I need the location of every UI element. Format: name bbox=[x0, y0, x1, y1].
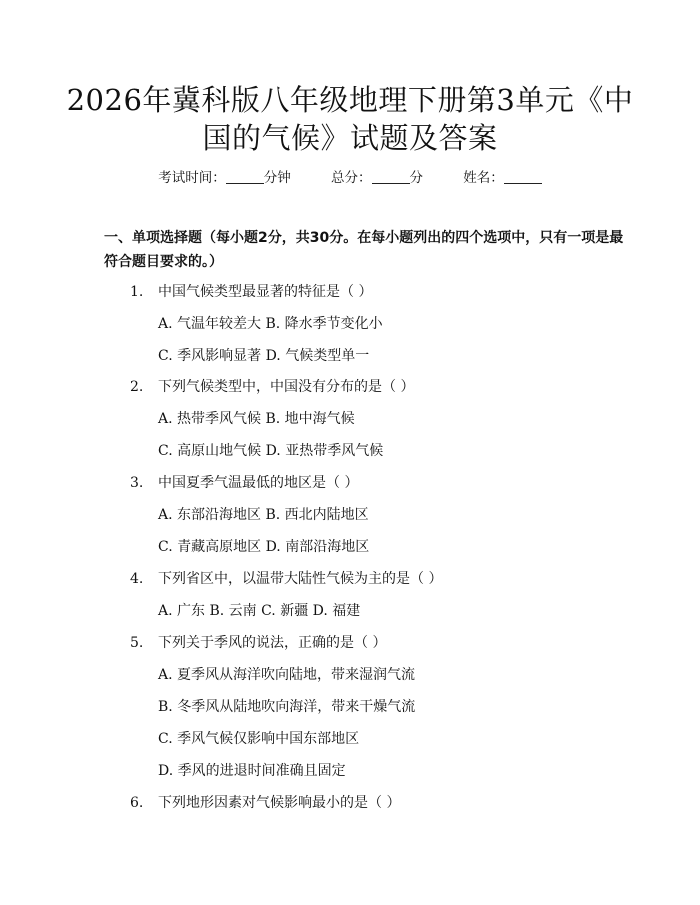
question-5-option-d: D. 季风的进退时间准确且固定 bbox=[158, 763, 346, 779]
time-unit: 分钟 bbox=[263, 170, 291, 186]
question-5 bbox=[130, 633, 386, 653]
question-1-options-cd: C. 季风影响显著 D. 气候类型单一 bbox=[158, 348, 370, 364]
question-1-options-ab: A. 气温年较差大 B. 降水季节变化小 bbox=[158, 316, 383, 332]
question-number: 2. bbox=[130, 379, 144, 395]
question-3-options-cd: C. 青藏高原地区 D. 南部沿海地区 bbox=[158, 539, 370, 555]
question-4-options: A. 广东 B. 云南 C. 新疆 D. 福建 bbox=[158, 603, 361, 619]
question-number: 5. bbox=[130, 635, 144, 651]
exam-meta bbox=[0, 168, 700, 188]
exam-title-line1: 2026年冀科版八年级地理下册第3单元《中 bbox=[66, 83, 634, 117]
question-text: 中国气候类型最显著的特征是（ ） bbox=[158, 284, 373, 300]
name-label: 姓名： bbox=[463, 170, 504, 186]
score-unit: 分 bbox=[409, 170, 423, 186]
time-field bbox=[158, 168, 291, 188]
question-5-option-b: B. 冬季风从陆地吹向海洋，带来干燥气流 bbox=[158, 699, 416, 715]
score-field bbox=[331, 168, 423, 188]
question-2 bbox=[130, 377, 414, 397]
name-field bbox=[463, 168, 542, 188]
question-4 bbox=[130, 569, 442, 589]
question-number: 4. bbox=[130, 571, 144, 587]
question-number: 3. bbox=[130, 475, 144, 491]
question-2-options-cd: C. 高原山地气候 D. 亚热带季风气候 bbox=[158, 443, 384, 459]
score-blank bbox=[372, 169, 410, 184]
question-text: 下列省区中，以温带大陆性气候为主的是（ ） bbox=[158, 571, 443, 587]
question-6 bbox=[130, 793, 400, 813]
score-label: 总分： bbox=[331, 170, 372, 186]
question-text: 下列气候类型中，中国没有分布的是（ ） bbox=[158, 379, 415, 395]
question-number: 1. bbox=[130, 284, 144, 300]
question-text: 下列关于季风的说法，正确的是（ ） bbox=[158, 635, 387, 651]
question-5-option-a: A. 夏季风从海洋吹向陆地，带来湿润气流 bbox=[158, 667, 416, 683]
section-heading: 一、单项选择题（每小题2分，共30分。在每小题列出的四个选项中，只有一项是最符合题目要求的。） bbox=[104, 230, 624, 270]
time-blank bbox=[226, 169, 264, 184]
question-3 bbox=[130, 473, 358, 493]
question-text: 中国夏季气温最低的地区是（ ） bbox=[158, 475, 359, 491]
exam-title-line2: 国的气候》试题及答案 bbox=[202, 121, 498, 155]
question-text: 下列地形因素对气候影响最小的是（ ） bbox=[158, 795, 401, 811]
name-blank bbox=[504, 169, 542, 184]
question-2-options-ab: A. 热带季风气候 B. 地中海气候 bbox=[158, 411, 355, 427]
question-number: 6. bbox=[130, 795, 144, 811]
question-5-option-c: C. 季风气候仅影响中国东部地区 bbox=[158, 731, 360, 747]
time-label: 考试时间： bbox=[158, 170, 226, 186]
question-3-options-ab: A. 东部沿海地区 B. 西北内陆地区 bbox=[158, 507, 369, 523]
question-1 bbox=[130, 282, 372, 302]
